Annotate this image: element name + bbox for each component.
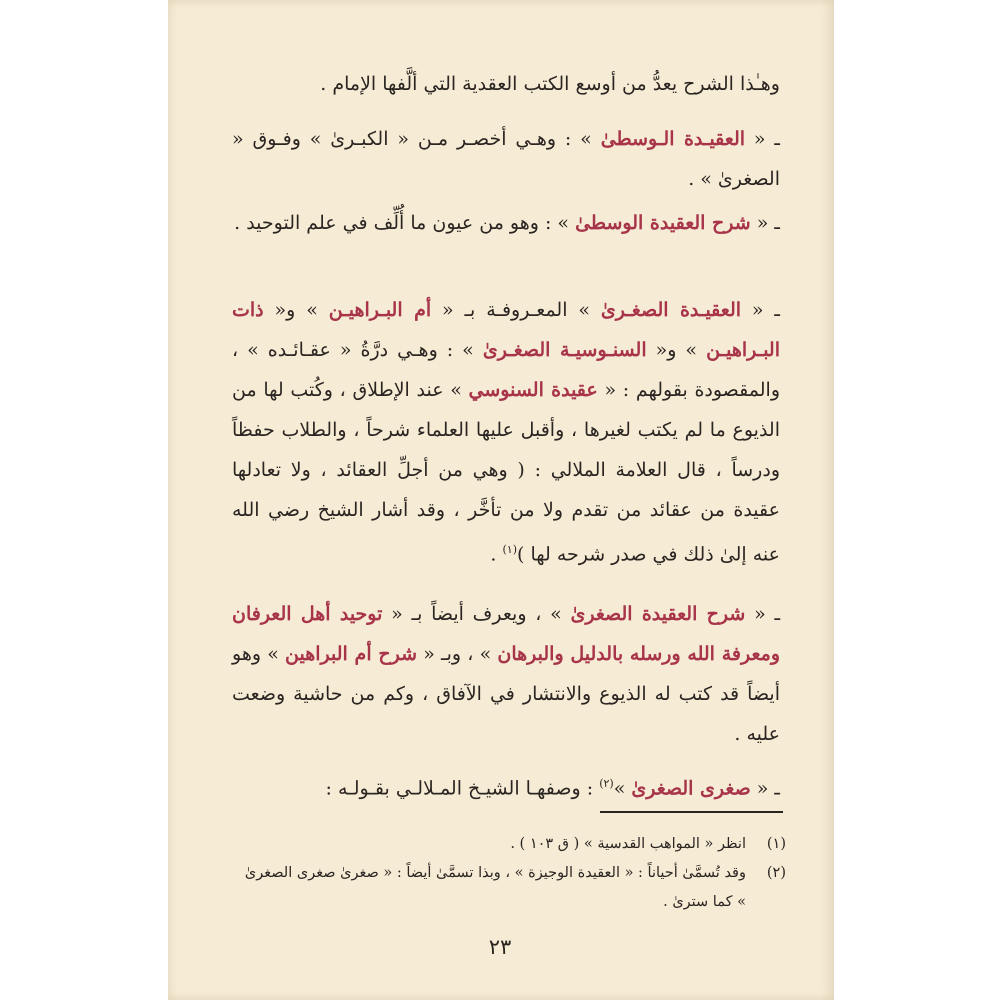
paragraph-text: » : وهـي درَّةُ « عقـائـده » ، والمقصودة بقولهم : « [232,339,780,401]
paragraph-6 [232,764,780,808]
book-title: العقيـدة الصغـرىٰ [600,299,742,321]
paragraph-text: . [490,543,503,566]
paragraph-text: » و« [263,299,329,321]
paragraph-text: : وصفهـا الشيـخ المـلالـي بقـولـه : [325,777,600,800]
paragraph-5 [232,594,780,754]
footnote-item [236,859,786,917]
paragraph-1 [232,64,780,104]
paragraph-text: وهـٰذا الشرح يعدُّ من أوسع الكتب العقدية التي ألَّفها الإمام . [320,73,780,95]
paragraph-text: » : وهو من عيون ما أُلِّف في علم التوحيد . [234,212,576,234]
book-title: شرح العقيدة الوسطىٰ [575,212,751,234]
footnote-text: انظر « المواهب القدسية » ( ق ١٠٣ ) . [510,836,746,852]
paragraph-text: » : وهـي أخصـر مـن « الكبـرىٰ » وفـوق « الصغرىٰ » . [232,128,780,190]
dash-open: ـ « [745,603,781,625]
book-title: توحيد أهل العرفان ومعرفة الله ورسله بالدليل والبرهان [232,603,780,665]
paragraph-text: » المعـروفـة بـ « [431,299,601,321]
footnote-number: (٢) [766,865,786,881]
paragraph-3 [232,203,780,243]
paragraph-text: » وهو أيضاً قد كتب له الذيوع والانتشار في الآفاق ، وكم من حاشية وضعت عليه . [232,643,780,745]
paragraph-text: » عند الإطلاق ، وكُتب لها من الذيوع ما لم يكتب لغيرها ، وأقبل عليها العلماء شرحاً ، والطلاب حفظاً ودرساً ، قال العلامة الملالي : ( وهي من أجلِّ العقائد ، ولا تعادلها عقيدة من عقائد من تقدم ولا من تأخَّر ، وقد أشار الشيخ رضي الله عنه إلىٰ ذلك في صدر شرحه لها ) [232,379,780,566]
footnote-marker: (٢) [599,777,614,790]
footnote-text: وقد تُسمَّىٰ أحياناً : « العقيدة الوجيزة » ، وبذا تسمَّىٰ أيضاً : « صغرىٰ صغرى الصغرىٰ » كما سترىٰ . [244,865,746,910]
book-title: ذات البـراهيـن [232,299,780,361]
page-number: ٢٣ [488,935,512,959]
paragraph-text: » ، وبـ « [417,643,498,665]
book-title: أم البـراهيـن [328,299,432,321]
footnote-marker: (١) [502,543,517,556]
book-title: العقيـدة الـوسطىٰ [600,128,746,150]
dash-open: ـ « [745,128,780,150]
footnotes [236,830,786,917]
footnote-number: (١) [766,836,786,852]
paragraph-text: » و« [646,339,707,361]
book-title: صغرى الصغرىٰ [631,777,751,800]
dash-open: ـ « [741,299,780,321]
paragraph-4 [232,290,780,574]
book-title: شرح أم البراهين [285,643,418,665]
book-title: عقيدة السنوسي [468,379,598,401]
dash-open: ـ « [750,777,780,800]
paragraph-text: » ، ويعرف أيضاً بـ « [382,603,571,625]
book-title: السنـوسيـة الصغـرىٰ [482,339,647,361]
paragraph-2 [232,119,780,199]
dash-open: ـ « [750,212,780,234]
footnote-divider [600,811,783,813]
footnote-item [236,830,786,859]
book-title: شرح العقيدة الصغرىٰ [570,603,746,625]
paragraph-text: » [613,777,632,800]
